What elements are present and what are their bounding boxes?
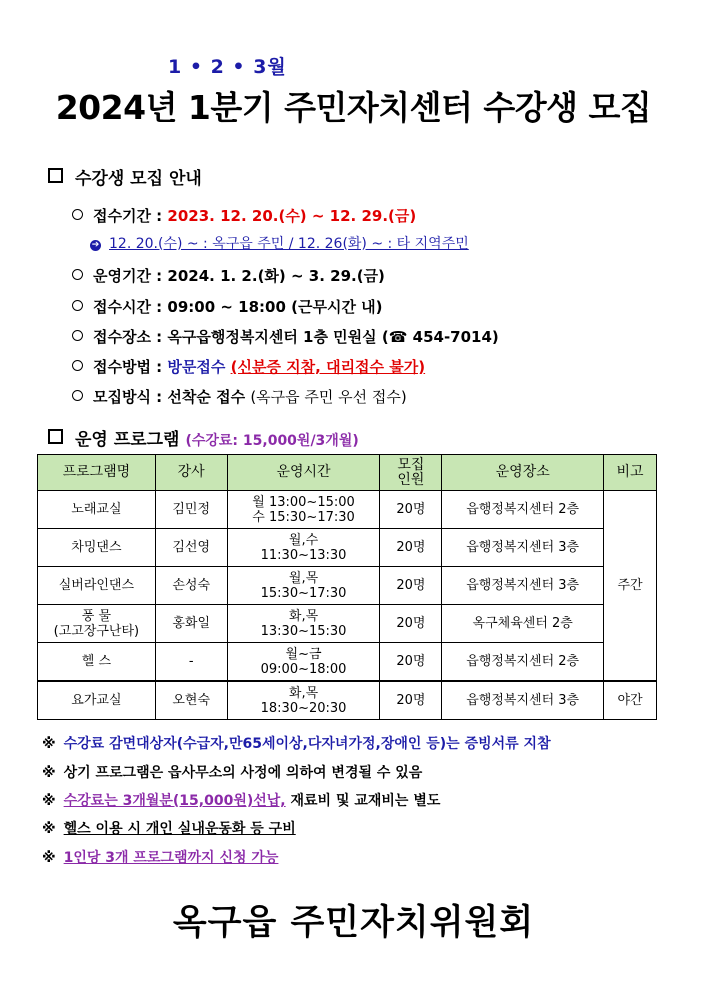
- program-note-night: 야간: [604, 681, 657, 720]
- program-teacher: 김민정: [155, 491, 227, 529]
- col-header-teacher: 강사: [155, 455, 227, 491]
- program-time: 화,목 18:30~20:30: [227, 681, 380, 720]
- circle-bullet-icon: [72, 360, 83, 371]
- program-name: 노래교실: [38, 491, 156, 529]
- program-name: 풍 물 (고고장구난타): [38, 605, 156, 643]
- note-program-change: ※ 상기 프로그램은 읍사무소의 사정에 의하여 변경될 수 있음: [42, 765, 423, 781]
- program-table: [37, 454, 657, 720]
- program-name: 차밍댄스: [38, 529, 156, 567]
- col-header-count: 모집 인원: [380, 455, 442, 491]
- program-count: 20명: [380, 605, 442, 643]
- program-time: 월,목 15:30~17:30: [227, 567, 380, 605]
- program-teacher: 오현숙: [155, 681, 227, 720]
- program-teacher: 홍화일: [155, 605, 227, 643]
- info-place: 접수장소 : 옥구읍행정복지센터 1층 민원실 (☎ 454-7014): [72, 326, 499, 347]
- table-row: [38, 491, 657, 529]
- note-prepay: ※ 수강료는 3개월분(15,000원)선납, 재료비 및 교재비는 별도: [42, 793, 441, 809]
- col-header-place: 운영장소: [442, 455, 604, 491]
- table-row: [38, 567, 657, 605]
- program-place: 옥구체육센터 2층: [442, 605, 604, 643]
- checkbox-square-icon: [48, 429, 63, 444]
- program-time: 월 13:00~15:00 수 15:30~17:30: [227, 491, 380, 529]
- organizer-name: 옥구읍 주민자치위원회: [172, 903, 535, 943]
- table-row: [38, 605, 657, 643]
- info-period-sub: ➔ 12. 20.(수) ~ : 옥구읍 주민 / 12. 26(화) ~ : 타 지역주민: [91, 236, 469, 252]
- program-count: 20명: [380, 567, 442, 605]
- table-row: [38, 529, 657, 567]
- program-place: 읍행정복지센터 2층: [442, 491, 604, 529]
- program-time: 화,목 13:30~15:30: [227, 605, 380, 643]
- program-count: 20명: [380, 681, 442, 720]
- page-title: 2024년 1분기 주민자치센터 수강생 모집: [55, 88, 652, 127]
- note-gym-shoes: ※ 헬스 이용 시 개인 실내운동화 등 구비: [42, 821, 296, 837]
- checkbox-square-icon: [48, 168, 63, 183]
- program-place: 읍행정복지센터 3층: [442, 567, 604, 605]
- program-teacher: 김선영: [155, 529, 227, 567]
- months-label: 1 • 2 • 3월: [168, 56, 287, 78]
- info-method: 접수방법 : 방문접수 (신분증 지참, 대리접수 불가): [72, 356, 425, 377]
- program-count: 20명: [380, 643, 442, 682]
- program-name: 실버라인댄스: [38, 567, 156, 605]
- program-count: 20명: [380, 529, 442, 567]
- program-time: 월~금 09:00~18:00: [227, 643, 380, 682]
- info-recruit: 모집방식 : 선착순 접수 (옥구읍 주민 우선 접수): [72, 386, 407, 407]
- program-place: 읍행정복지센터 3층: [442, 529, 604, 567]
- circle-bullet-icon: [72, 209, 83, 220]
- note-fee-exemption: ※ 수강료 감면대상자(수급자,만65세이상,다자녀가정,장애인 등)는 증빙서류 지참: [42, 736, 551, 752]
- circle-bullet-icon: [72, 300, 83, 311]
- program-teacher: -: [155, 643, 227, 682]
- program-time: 월,수 11:30~13:30: [227, 529, 380, 567]
- program-place: 읍행정복지센터 3층: [442, 681, 604, 720]
- info-operation: 운영기간 : 2024. 1. 2.(화) ~ 3. 29.(금): [72, 265, 385, 286]
- arrow-right-icon: ➔: [91, 240, 100, 250]
- info-hours: 접수시간 : 09:00 ~ 18:00 (근무시간 내): [72, 296, 383, 317]
- circle-bullet-icon: [72, 390, 83, 401]
- circle-bullet-icon: [72, 269, 83, 280]
- program-count: 20명: [380, 491, 442, 529]
- col-header-note: 비고: [604, 455, 657, 491]
- info-section-heading: 수강생 모집 안내: [48, 164, 202, 189]
- note-limit: ※ 1인당 3개 프로그램까지 신청 가능: [42, 850, 279, 866]
- col-header-time: 운영시간: [227, 455, 380, 491]
- program-name: 요가교실: [38, 681, 156, 720]
- table-row: [38, 681, 657, 720]
- table-row: [38, 643, 657, 682]
- program-place: 읍행정복지센터 2층: [442, 643, 604, 682]
- circle-bullet-icon: [72, 330, 83, 341]
- program-section-heading: 운영 프로그램 (수강료: 15,000원/3개월): [48, 425, 359, 450]
- program-name: 헬 스: [38, 643, 156, 682]
- program-note-day: 주간: [604, 491, 657, 682]
- col-header-program: 프로그램명: [38, 455, 156, 491]
- program-teacher: 손성숙: [155, 567, 227, 605]
- info-period: 접수기간 : 2023. 12. 20.(수) ~ 12. 29.(금): [72, 205, 416, 226]
- table-header-row: [38, 455, 657, 491]
